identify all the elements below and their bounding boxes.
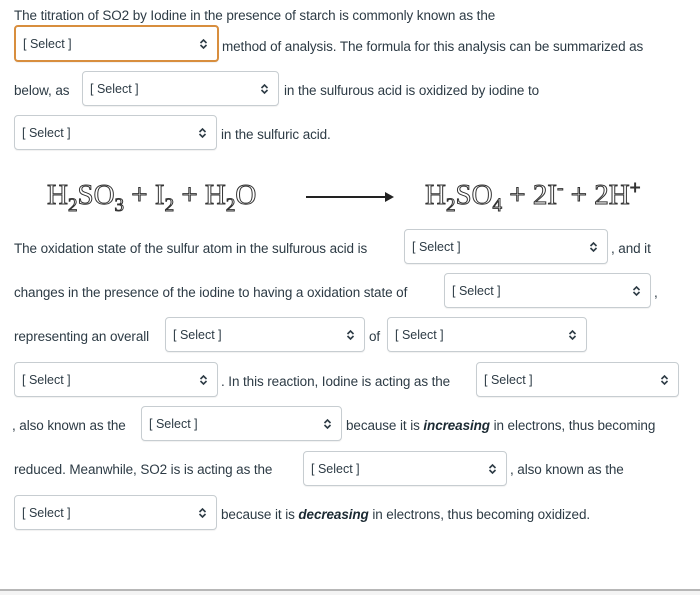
chevron-up-down-icon (199, 38, 208, 50)
equation-reactants: $H_2SO_3 + I_2 + H_2O$ (47, 179, 257, 216)
select-value: [ Select ] (311, 461, 360, 476)
select-value: [ Select ] (452, 283, 501, 298)
chevron-up-down-icon (568, 329, 577, 341)
question-text-after-select3: in the sulfuric acid. (221, 127, 331, 142)
chevron-up-down-icon (589, 241, 598, 253)
answer-select-11[interactable] (303, 451, 507, 486)
select-value: [ Select ] (22, 125, 71, 140)
chevron-up-down-icon (632, 285, 641, 297)
question-text-between-6-7: of (369, 329, 381, 344)
answer-select-5[interactable] (444, 273, 651, 308)
chevron-up-down-icon (660, 374, 669, 386)
select-value: [ Select ] (149, 416, 198, 431)
answer-select-3[interactable] (14, 115, 217, 150)
question-text-before-select10: , also known as the (12, 418, 126, 433)
question-text-after-select8: . In this reaction, Iodine is acting as the (221, 374, 451, 389)
answer-select-4[interactable] (404, 229, 608, 264)
question-text-after-select11: , also known as the (510, 462, 624, 477)
emphasis-increasing: increasing (423, 418, 490, 433)
question-text-before-select2: below, as (14, 83, 70, 98)
question-text-after-select12: because it is decreasing in electrons, thus becoming oxidized. (221, 507, 591, 522)
select-value: [ Select ] (90, 81, 139, 96)
select-value: [ Select ] (23, 36, 72, 51)
question-text-line1: The titration of SO2 by Iodine in the presence of starch is commonly known as the (14, 8, 496, 23)
select-value: [ Select ] (412, 239, 461, 254)
answer-select-2[interactable] (82, 71, 279, 106)
chevron-up-down-icon (199, 374, 208, 386)
answer-select-1[interactable] (14, 25, 219, 62)
question-text-after-select4: , and it (611, 241, 651, 256)
chevron-up-down-icon (323, 418, 332, 430)
answer-select-7[interactable] (387, 317, 587, 352)
reaction-arrow-icon (306, 196, 392, 198)
select-value: [ Select ] (395, 327, 444, 342)
question-text-after-select2: in the sulfurous acid is oxidized by iodine to (284, 83, 540, 98)
answer-select-6[interactable] (165, 317, 365, 352)
select-value: [ Select ] (173, 327, 222, 342)
answer-select-10[interactable] (141, 406, 342, 441)
answer-select-8[interactable] (14, 362, 218, 397)
answer-select-12[interactable] (14, 495, 217, 530)
chevron-up-down-icon (198, 507, 207, 519)
question-text-after-select1: method of analysis. The formula for this analysis can be summarized as (222, 39, 644, 54)
select-value: [ Select ] (22, 372, 71, 387)
chevron-up-down-icon (260, 83, 269, 95)
question-text-after-select5: , (654, 285, 658, 300)
question-text-before-select4: The oxidation state of the sulfur atom in the sulfurous acid is (14, 241, 368, 256)
question-text-after-select10: because it is increasing in electrons, thus becoming (346, 418, 656, 433)
question-text-before-select6: representing an overall (14, 329, 150, 344)
question-text-before-select11: reduced. Meanwhile, SO2 is is acting as the (14, 462, 273, 477)
question-text-before-select5: changes in the presence of the iodine to having a oxidation state of (14, 285, 408, 300)
emphasis-decreasing: decreasing (298, 507, 369, 522)
bottom-divider-shadow (0, 591, 700, 595)
chevron-up-down-icon (198, 127, 207, 139)
answer-select-9[interactable] (476, 362, 679, 397)
select-value: [ Select ] (22, 505, 71, 520)
equation-products: $H_2SO_4 + 2I^- + 2H^+$ (425, 178, 641, 216)
chevron-up-down-icon (488, 463, 497, 475)
select-value: [ Select ] (484, 372, 533, 387)
chevron-up-down-icon (346, 329, 355, 341)
